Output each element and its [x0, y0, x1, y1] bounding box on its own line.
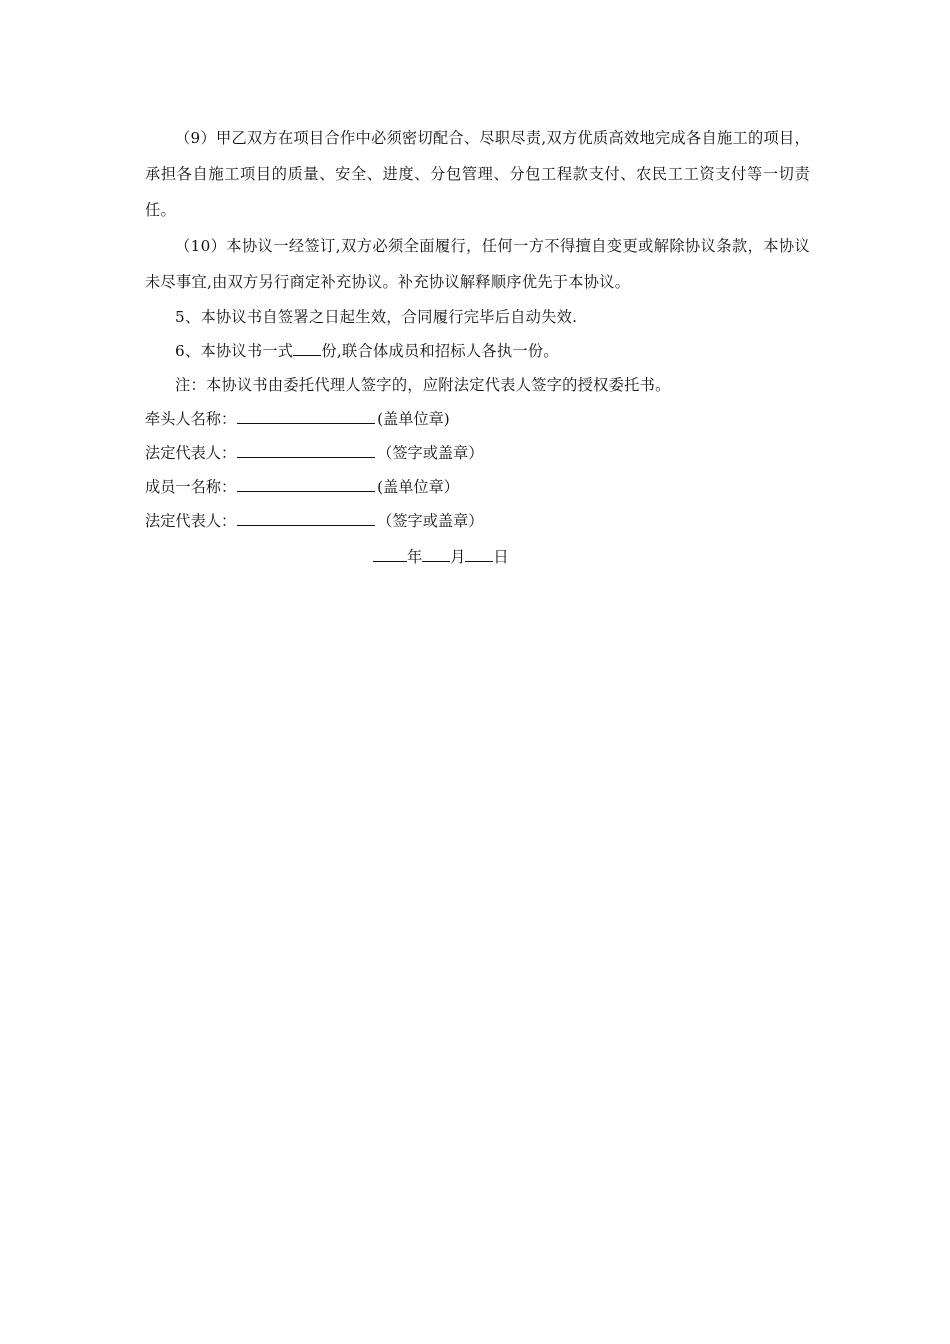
- clause-9: （9）甲乙双方在项目合作中必须密切配合、尽职尽责,双方优质高效地完成各自施工的项目，承担各自施工项目的质量、安全、进度、分包管理、分包工程款支付、农民工工资支付等一切责任。: [145, 129, 810, 219]
- document-body: [145, 120, 810, 538]
- signature-suffix: (盖单位章）: [377, 478, 459, 496]
- copies-blank: [293, 341, 321, 356]
- note-paragraph: 注：本协议书由委托代理人签字的，应附法定代表人签字的授权委托书。: [175, 376, 671, 394]
- signature-line: [237, 409, 375, 424]
- signature-row-legal-rep-2: [145, 504, 810, 538]
- clause-10: （10）本协议一经签订,双方必须全面履行，任何一方不得擅自变更或解除协议条款，本协议未尽事宜,由双方另行商定补充协议。补充协议解释顺序优先于本协议。: [145, 237, 810, 291]
- signature-suffix: （签字或盖章）: [377, 444, 484, 462]
- signature-block: [145, 402, 810, 538]
- month-label: 月: [450, 548, 466, 566]
- signature-label: 牵头人名称：: [145, 410, 237, 428]
- year-label: 年: [407, 548, 423, 566]
- signature-line: [237, 443, 375, 458]
- clause-6-after: 份,联合体成员和招标人各执一份。: [321, 342, 559, 360]
- signature-row-lead: [145, 402, 810, 436]
- date-line: [373, 540, 509, 574]
- signature-line: [237, 511, 375, 526]
- signature-label: 成员一名称：: [145, 478, 237, 496]
- signature-label: 法定代表人：: [145, 444, 237, 462]
- day-blank: [465, 547, 493, 562]
- day-label: 日: [493, 548, 509, 566]
- signature-row-member: [145, 470, 810, 504]
- signature-suffix: (盖单位章): [377, 410, 450, 428]
- signature-row-legal-rep-1: [145, 436, 810, 470]
- signature-suffix: （签字或盖章）: [377, 512, 484, 530]
- year-blank: [373, 547, 407, 562]
- clause-6-before: 6、本协议书一式: [175, 342, 294, 360]
- month-blank: [422, 547, 450, 562]
- signature-line: [237, 477, 375, 492]
- signature-label: 法定代表人：: [145, 512, 237, 530]
- clause-6: [145, 334, 810, 368]
- clause-5: 5、本协议书自签署之日起生效，合同履行完毕后自动失效.: [175, 308, 578, 326]
